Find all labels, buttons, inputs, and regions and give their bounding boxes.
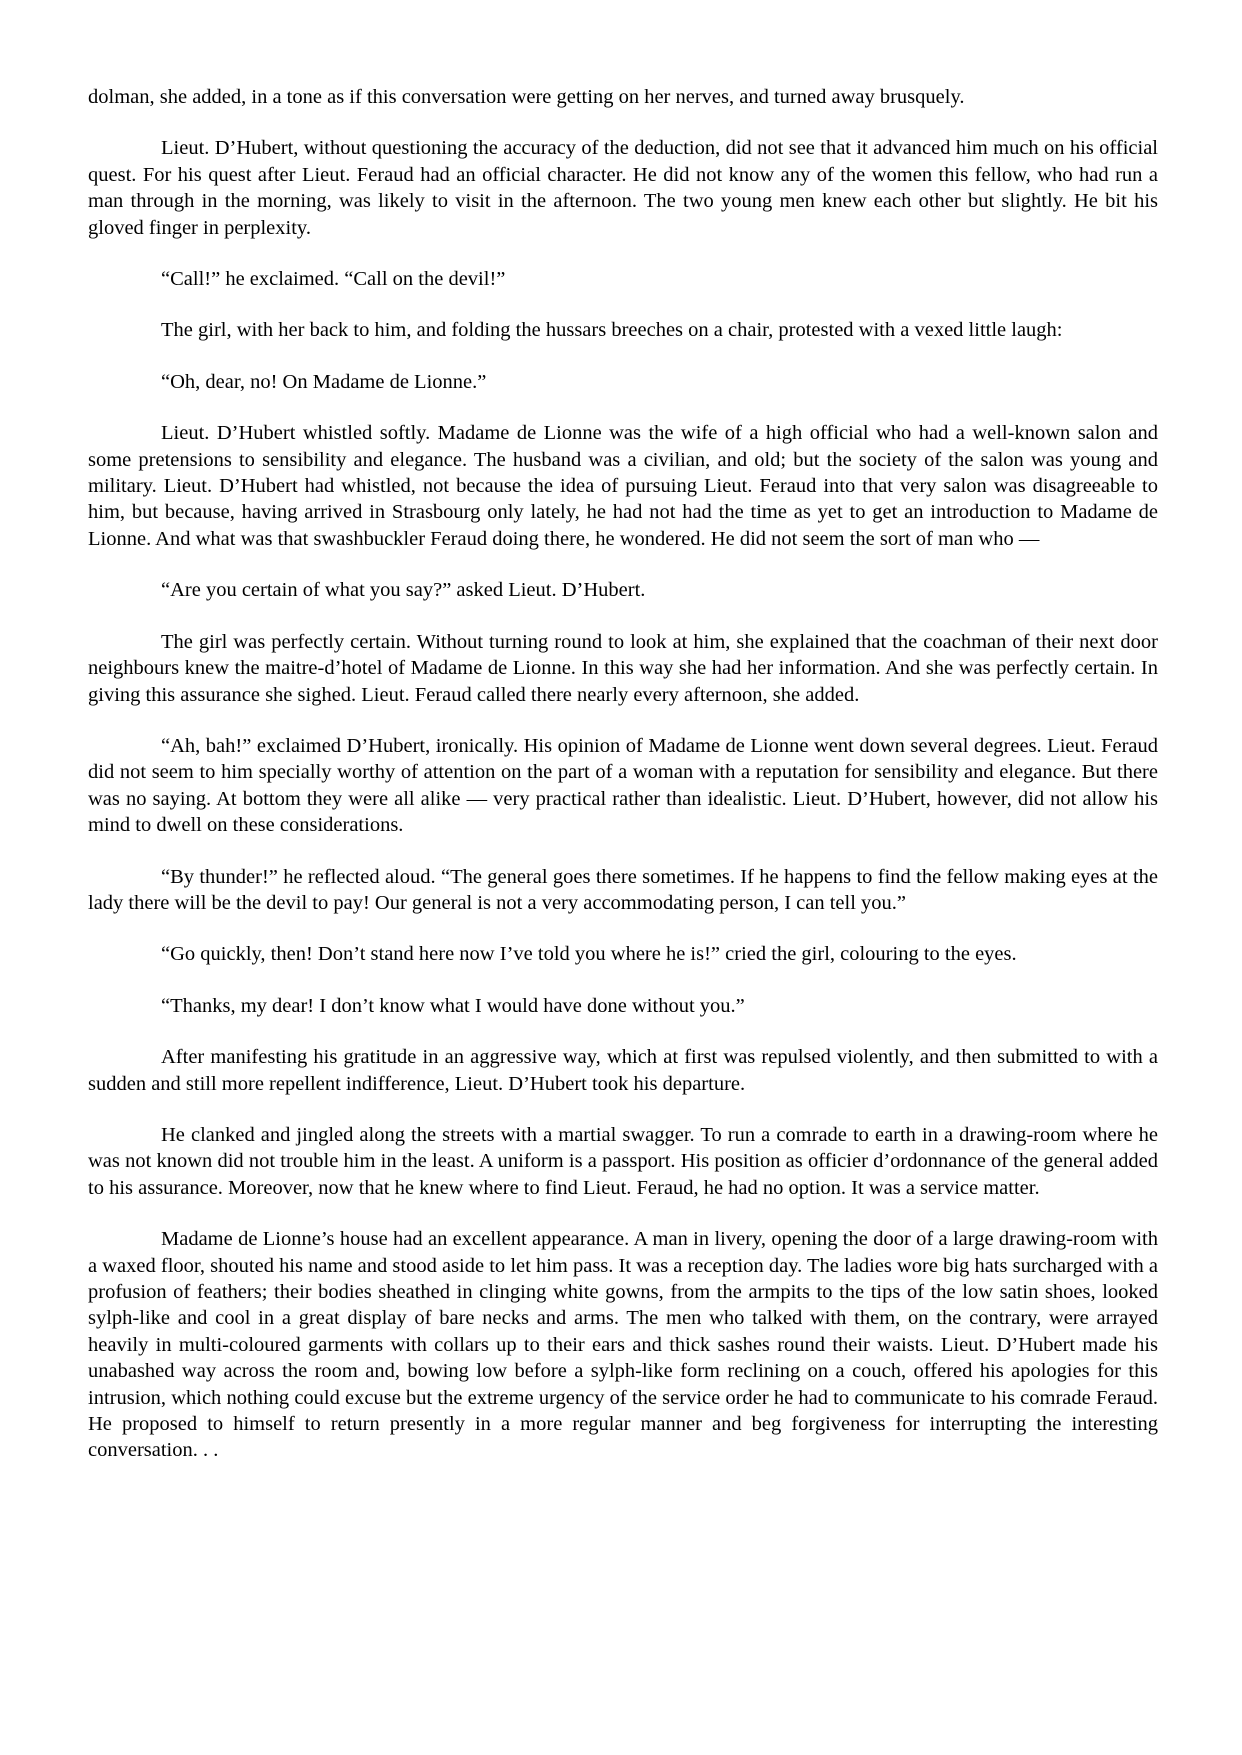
paragraph: Lieut. D’Hubert, without questioning the accuracy of the deduction, did not see that it advanced him much on his official quest. For his quest after Lieut. Feraud had an official character. He did not know any of the women this fellow, who had run a man through in the morning, was likely to visit in the afternoon. The two young men knew each other but slightly. He bit his gloved finger in perplexity. [88,137,1158,239]
paragraph: After manifesting his gratitude in an aggressive way, which at first was repulsed violently, and then submitted to with a sudden and still more repellent indifference, Lieut. D’Hubert took his departure. [88,1046,1158,1095]
paragraph: The girl was perfectly certain. Without turning round to look at him, she explained that the coachman of their next door neighbours knew the maitre-d’hotel of Madame de Lionne. In this way she had her information. And she was perfectly certain. In giving this assurance she sighed. Lieut. Feraud called there nearly every afternoon, she added. [88,630,1158,706]
paragraph: “Go quickly, then! Don’t stand here now I’ve told you where he is!” cried the girl, colouring to the eyes. [161,943,1017,966]
paragraph: “Are you certain of what you say?” asked Lieut. D’Hubert. [161,579,646,602]
paragraph: “By thunder!” he reflected aloud. “The general goes there sometimes. If he happens to find the fellow making eyes at the lady there will be the devil to pay! Our general is not a very accommodating person, I can tell you.” [88,865,1158,914]
paragraph: dolman, she added, in a tone as if this conversation were getting on her nerves, and turned away brusquely. [88,86,965,108]
paragraph: “Oh, dear, no! On Madame de Lionne.” [161,370,487,393]
paragraph: The girl, with her back to him, and folding the hussars breeches on a chair, protested with a vexed little laugh: [161,319,1063,342]
paragraph: Madame de Lionne’s house had an excellent appearance. A man in livery, opening the door of a large drawing-room with a waxed floor, shouted his name and stood aside to let him pass. It was a reception day. The ladies wore big hats surcharged with a profusion of feathers; their bodies sheathed in clinging white gowns, from the armpits to the tips of the low satin shoes, looked sylph-like and cool in a great display of bare necks and arms. The men who talked with them, on the contrary, were arrayed heavily in multi-coloured garments with collars up to their ears and thick sashes round their waists. Lieut. D’Hubert made his unabashed way across the room and, bowing low before a sylph-like form reclining on a couch, offered his apologies for this intrusion, which nothing could excuse but the extreme urgency of the service order he had to communicate to his comrade Feraud. He proposed to himself to return presently in a more regular manner and beg forgiveness for interrupting the interesting conversation. . . [88,1228,1158,1462]
paragraph: “Ah, bah!” exclaimed D’Hubert, ironically. His opinion of Madame de Lionne went down several degrees. Lieut. Feraud did not seem to him specially worthy of attention on the part of a woman with a reputation for sensibility and elegance. But there was no saying. At bottom they were all alike — very practical rather than idealistic. Lieut. D’Hubert, however, did not allow his mind to dwell on these considerations. [88,734,1158,837]
paragraph: “Thanks, my dear! I don’t know what I would have done without you.” [161,994,745,1017]
paragraph: Lieut. D’Hubert whistled softly. Madame de Lionne was the wife of a high official who had a well-known salon and some pretensions to sensibility and elegance. The husband was a civilian, and old; but the society of the salon was young and military. Lieut. D’Hubert had whistled, not because the idea of pursuing Lieut. Feraud into that very salon was disagreeable to him, but because, having arrived in Strasbourg only lately, he had not had the time as yet to get an introduction to Madame de Lionne. And what was that swashbuckler Feraud doing there, he wondered. He did not seem the sort of man who — [88,422,1158,550]
paragraph: “Call!” he exclaimed. “Call on the devil!” [161,268,506,291]
document-page [88,84,1158,1489]
paragraph: He clanked and jingled along the streets with a martial swagger. To run a comrade to earth in a drawing-room where he was not known did not trouble him in the least. A uniform is a passport. His position as officier d’ordonnance of the general added to his assurance. Moreover, now that he knew where to find Lieut. Feraud, he had no option. It was a service matter. [88,1123,1158,1199]
